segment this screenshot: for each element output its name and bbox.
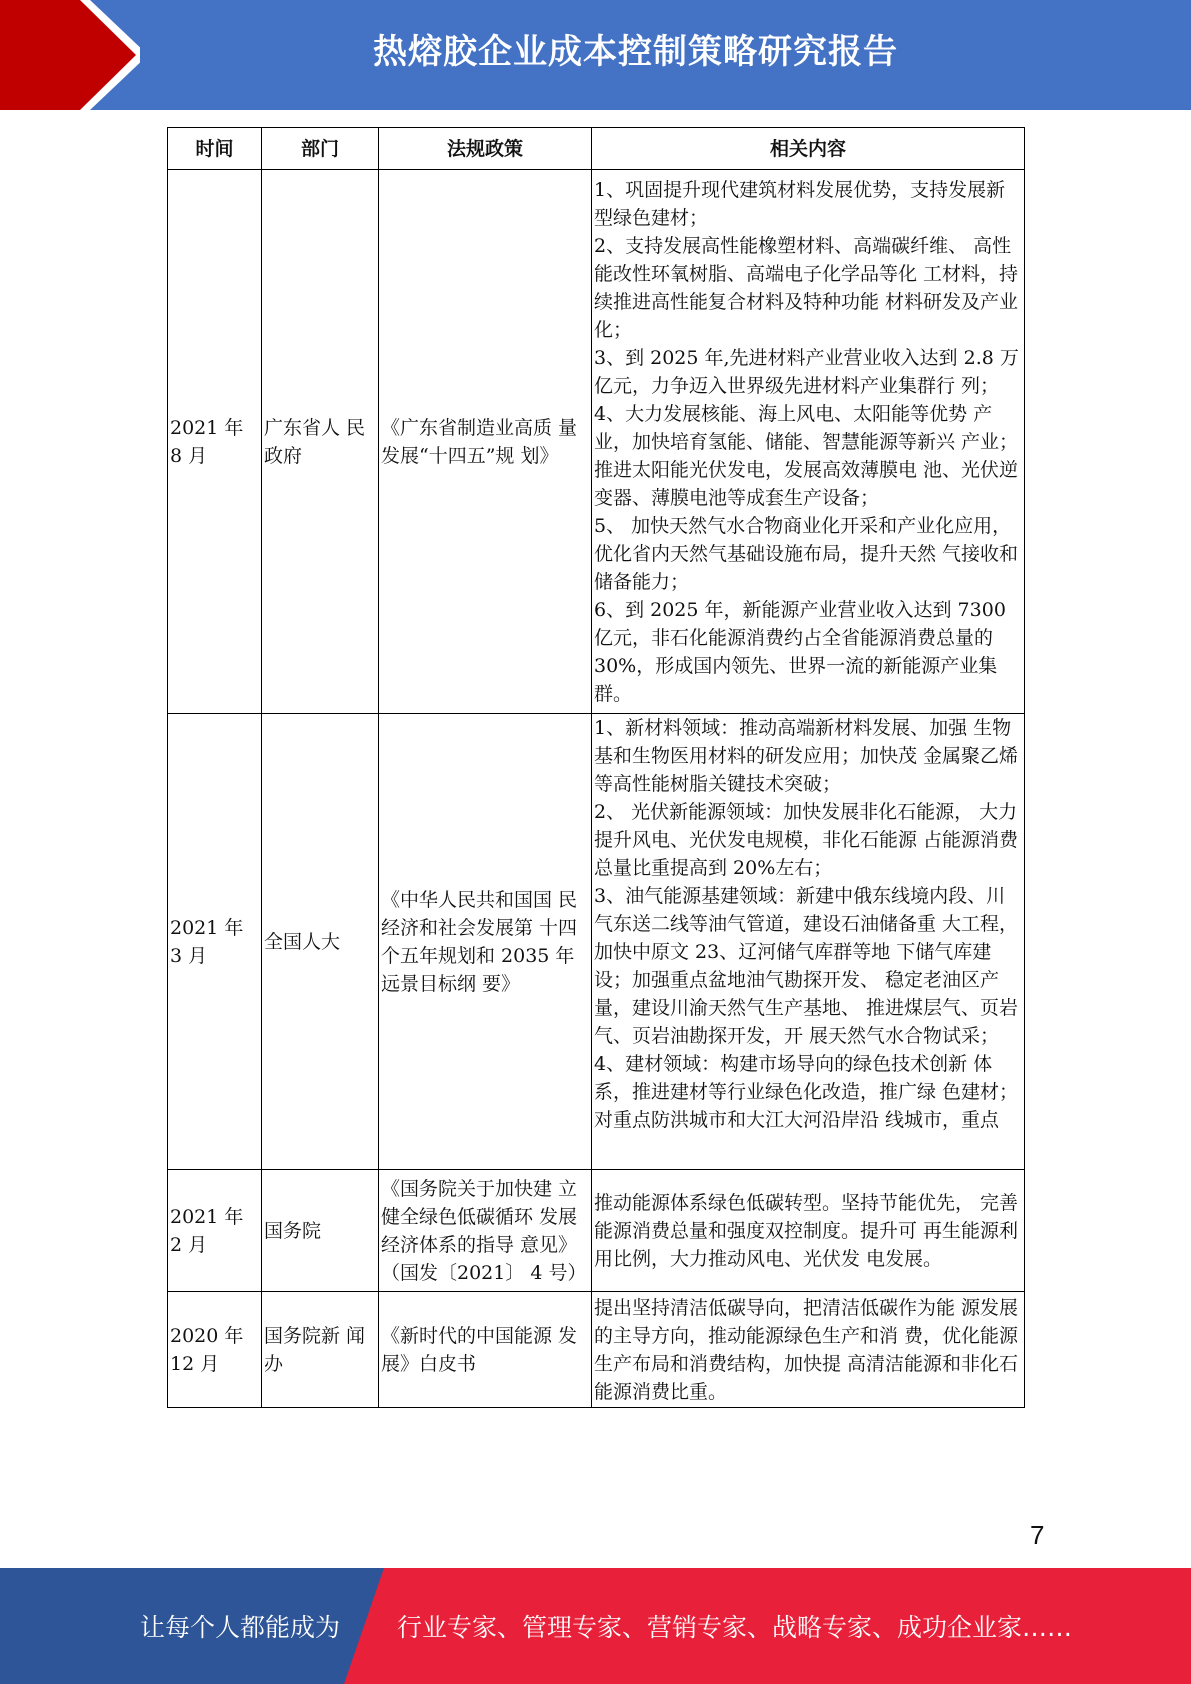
content-item: 提出坚持清洁低碳导向，把清洁低碳作为能 源发展的主导方向，推动能源绿色生产和消 费，优化能源生产布局和消费结构，加快提 高清洁能源和非化石能源消费比重。	[594, 1296, 1019, 1403]
column-header-department: 部门	[262, 128, 379, 170]
column-header-time: 时间	[168, 128, 262, 170]
cell-time: 2020 年 12 月	[168, 1292, 262, 1408]
content-item: 1、巩固提升现代建筑材料发展优势，支持发展新型绿色建材；	[594, 178, 1006, 229]
page-number: 7	[1030, 1520, 1045, 1550]
cell-policy: 《广东省制造业高质 量发展“十四五”规 划》	[379, 170, 592, 714]
content-item: 推动能源体系绿色低碳转型。坚持节能优先， 完善能源消费总量和强度双控制度。提升可 再生能源利用比例，大力推动风电、光伏发 电发展。	[594, 1191, 1019, 1270]
cell-time: 2021 年 2 月	[168, 1170, 262, 1292]
content-item: 2、支持发展高性能橡塑材料、高端碳纤维、 高性能改性环氧树脂、高端电子化学品等化 工材料，持续推进高性能复合材料及特种功能 材料研发及产业化；	[594, 234, 1019, 341]
report-title	[0, 0, 1191, 110]
table-header-row	[168, 128, 1025, 170]
cell-time: 2021 年 8 月	[168, 170, 262, 714]
cell-content	[592, 170, 1025, 714]
cell-department: 国务院	[262, 1170, 379, 1292]
content-item: 6、到 2025 年，新能源产业营业收入达到 7300 亿元，非石化能源消费约占全省能源消费总量的 30%，形成国内领先、世界一流的新能源产业集群。	[594, 598, 1006, 705]
column-header-policy: 法规政策	[379, 128, 592, 170]
content-item: 2、 光伏新能源领域：加快发展非化石能源， 大力提升风电、光伏发电规模，非化石能源 占能源消费总量比重提高到 20%左右；	[594, 801, 1019, 879]
content-item: 5、 加快天然气水合物商业化开采和产业化应用，优化省内天然气基础设施布局，提升天然 气接收和储备能力；	[594, 514, 1019, 593]
cell-policy: 《新时代的中国能源 发展》白皮书	[379, 1292, 592, 1408]
cell-content	[592, 714, 1025, 1170]
content-item: 3、到 2025 年,先进材料产业营业收入达到 2.8 万亿元，力争迈入世界级先进材料产业集群行 列；	[594, 346, 1019, 397]
footer-banner	[0, 1568, 1191, 1684]
content-clip	[594, 714, 1022, 1169]
table-row	[168, 1170, 1025, 1292]
cell-policy: 《国务院关于加快建 立健全绿色低碳循环 发展经济体系的指导 意见》（国发〔2021〕 4 号）	[379, 1170, 592, 1292]
cell-content	[592, 1170, 1025, 1292]
table-row	[168, 1292, 1025, 1408]
content-item: 4、建材领域：构建市场导向的绿色技术创新 体系，推进建材等行业绿色化改造，推广绿 色建材；对重点防洪城市和大江大河沿岸沿 线城市，重点	[594, 1053, 1019, 1131]
table-row	[168, 170, 1025, 714]
header-banner	[0, 0, 1191, 110]
content-item: 4、大力发展核能、海上风电、太阳能等优势 产业，加快培育氢能、储能、智慧能源等新兴 产业；推进太阳能光伏发电，发展高效薄膜电 池、光伏逆变器、薄膜电池等成套生产设备；	[594, 402, 1019, 509]
cell-policy: 《中华人民共和国国 民经济和社会发展第 十四个五年规划和 2035 年远景目标纲 要》	[379, 714, 592, 1170]
cell-content	[592, 1292, 1025, 1408]
table-row	[168, 714, 1025, 1170]
footer-slogan-left: 让每个人都能成为	[140, 1613, 341, 1642]
cell-department: 国务院新 闻办	[262, 1292, 379, 1408]
column-header-content: 相关内容	[592, 128, 1025, 170]
cell-department: 全国人大	[262, 714, 379, 1170]
cell-time: 2021 年 3 月	[168, 714, 262, 1170]
cell-department: 广东省人 民政府	[262, 170, 379, 714]
content-item: 1、新材料领域：推动高端新材料发展、加强 生物基和生物医用材料的研发应用；加快茂 金属聚乙烯等高性能树脂关键技术突破；	[594, 717, 1019, 795]
report-title-text: 热熔胶企业成本控制策略研究报告	[373, 32, 898, 72]
footer-slogan-right: 行业专家、管理专家、营销专家、战略专家、成功企业家……	[397, 1613, 1073, 1642]
policy-table	[167, 127, 1025, 1408]
content-item: 3、油气能源基建领域：新建中俄东线境内段、川气东送二线等油气管道，建设石油储备重 大工程，加快中原文 23、辽河储气库群等地 下储气库建设；加强重点盆地油气勘探开发、 稳定老油区产量，建设川渝天然气生产基地、 推进煤层气、页岩气、页岩油勘探开发，开 展天然气水合物试采；	[594, 885, 1019, 1047]
